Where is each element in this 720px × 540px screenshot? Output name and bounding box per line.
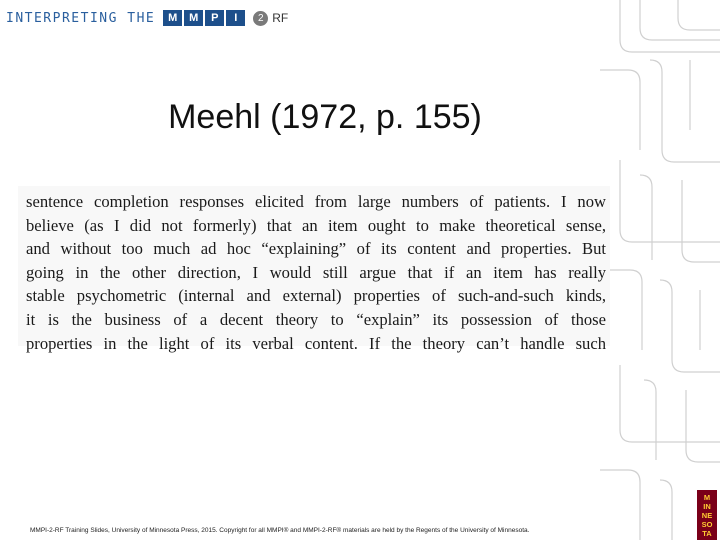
footer-copyright: MMPI-2-RF Training Slides, University of Minnesota Press, 2015. Copyright for all MMPI® and MMPI-2-RF® materials are held by the Regents of the University of Minnesota. — [30, 527, 530, 534]
university-logo — [697, 490, 717, 540]
quote-line: stable psychometric (internal and external) properties of such-and-such kinds, — [26, 286, 606, 306]
rf-suffix: RF — [272, 11, 289, 25]
logo-letter: NE — [701, 510, 713, 520]
decorative-grid — [600, 0, 720, 540]
brand-text: INTERPRETING THE — [6, 10, 156, 26]
logo-letter: SO — [701, 519, 713, 529]
mmpi-letter-p: P — [205, 10, 224, 26]
quote-line: it is the business of a decent theory to “explain” its possession of those — [26, 309, 606, 329]
mmpi-letter-i: I — [226, 10, 245, 26]
logo-letter: IN — [703, 501, 711, 511]
logo-letter: M — [703, 492, 711, 502]
quote-lines — [26, 190, 606, 355]
header-branding — [6, 8, 288, 28]
quote-line: and without too much ad hoc “explaining” of its content and properties. But — [26, 239, 606, 259]
quote-line: believe (as I did not formerly) that an item ought to make theoretical sense, — [26, 215, 606, 235]
quote-line: properties in the light of its verbal content. If the theory can’t handle such — [26, 333, 606, 353]
edition-badge: 2 — [253, 11, 268, 26]
mmpi-letter-m2: M — [184, 10, 203, 26]
quote-line: sentence completion responses elicited from large numbers of patients. I now — [26, 192, 606, 211]
quote-line: going in the other direction, I would still argue that if an item has really — [26, 262, 606, 282]
slide-title: Meehl (1972, p. 155) — [168, 98, 482, 136]
mmpi-letter-m1: M — [163, 10, 182, 26]
logo-letter: TA — [702, 528, 712, 538]
quote-excerpt — [18, 186, 610, 353]
